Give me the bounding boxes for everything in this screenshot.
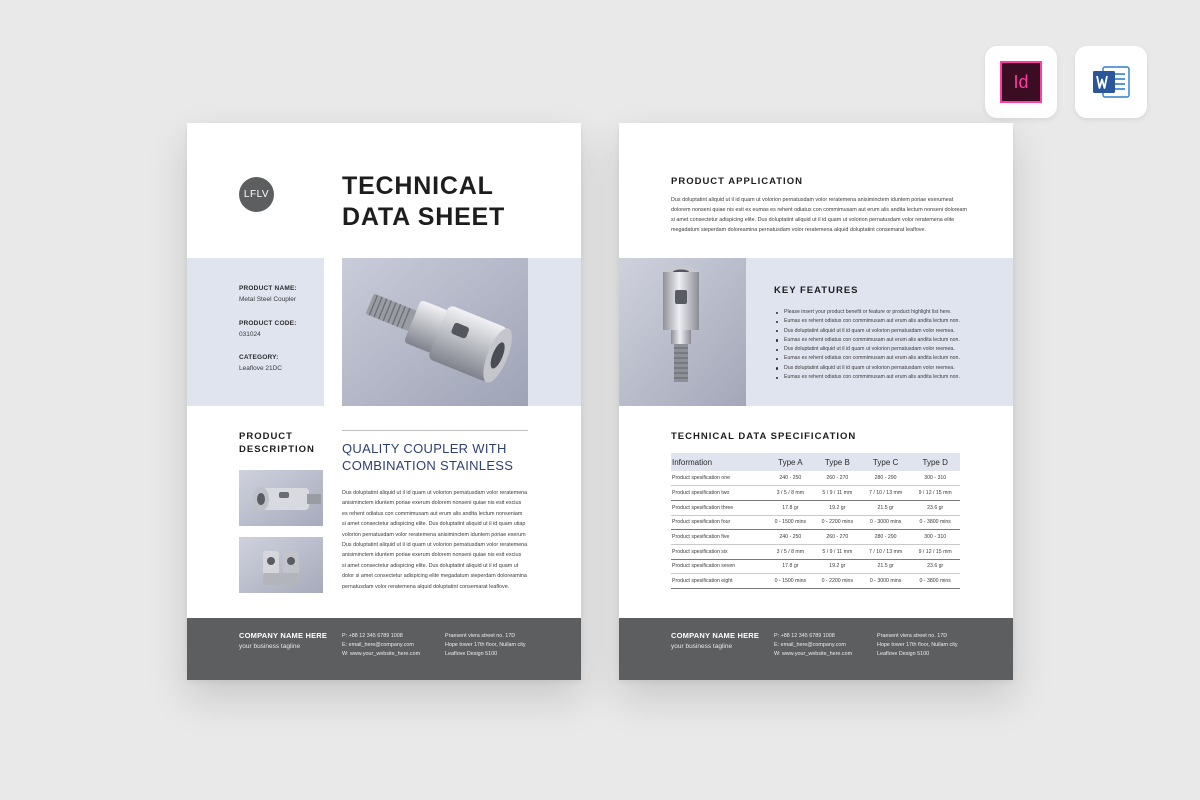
footer-company-name: COMPANY NAME HERE (239, 631, 328, 640)
footer-address (445, 632, 526, 659)
body-line: pernatusdam volor reratemena alquid doluptatint consemarat leaflove. (342, 583, 510, 590)
table-cell: 21.5 gr (861, 559, 911, 574)
footer-address-line: Hope tower 17th floor, Nullam city (445, 642, 526, 648)
table-row (671, 515, 960, 530)
footer-company-name: COMPANY NAME HERE (671, 631, 760, 640)
table-cell: 240 - 250 (767, 530, 814, 545)
word-app-icon (1075, 46, 1147, 118)
feature-item: Eumas es rehent odiatus con commimusam aut erum alis andita lectum non. (774, 373, 960, 382)
product-side-image (619, 258, 746, 406)
table-cell: 23.6 gr (910, 500, 960, 515)
word-icon (1089, 60, 1133, 104)
body-line: si amet consectetur adispicing elite. Dus doluptatint aliquid ut il id quam ut volorion pernatusdam volor reratemena elite (671, 216, 955, 223)
footer-tagline: your business tagline (239, 643, 301, 650)
table-cell: Product spesification five (671, 530, 767, 545)
feature-item: Dus doluptatint aliquid ut il id quam ut volorion pernatusdam volor reemea. (774, 345, 960, 354)
title-line: TECHNICAL (342, 172, 494, 200)
body-line: es rehent odiatus con commimusam aut erum alis andita lectum nonseniam (342, 510, 523, 517)
table-row (671, 471, 960, 486)
table-cell: 17.8 gr (767, 500, 814, 515)
footer-address-line: Praesent viera street no. 17D (877, 633, 948, 639)
page-title (342, 171, 505, 233)
spec-header-row (671, 453, 960, 471)
product-name-value: Metal Steel Coupler (239, 296, 297, 303)
body-line: dolorem nonseni quiae nis esit ex eumas es rehent odiatus con commimusam aut erum alis andita lectum nonseni doloream (671, 206, 968, 213)
technical-spec-table (671, 453, 960, 589)
feature-item: Dus doluptatint aliquid ut il id quam ut volorion pernatusdam volor reemea. (774, 364, 960, 373)
table-cell: 0 - 3800 mins (910, 574, 960, 589)
footer-address-line: Leaflove Design 5100 (877, 651, 930, 657)
body-line: dolor si amet consectetur adispicing elite megadatum sieperdam doloreamina (342, 573, 527, 580)
body-line: anisiminctem iduntem poriae exerum dolorem nonseni quiae nis esit excius (342, 552, 522, 559)
table-cell: Product spesification seven (671, 559, 767, 574)
body-line: megadatum sieperdam doloreamina pernatusdam volor reratemena alquid doluptatint consemarat leaflove. (671, 226, 927, 233)
table-cell: 0 - 3000 mins (861, 515, 911, 530)
table-cell: 0 - 3000 mins (861, 574, 911, 589)
body-line: Dus doluptatint aliquid ut il id quam ut volorion pernatusdam volor reratemena (342, 542, 528, 549)
spec-column-header: Type D (910, 453, 960, 471)
product-name-label: PRODUCT NAME: (239, 285, 297, 292)
heading-line: PRODUCT (239, 431, 293, 442)
table-row (671, 486, 960, 501)
spec-column-header: Information (671, 453, 767, 471)
product-code-value: 031024 (239, 331, 261, 338)
table-cell: 17.8 gr (767, 559, 814, 574)
body-line: anisiminctem iduntem poriae exerum dolorem nonseni quiae nis esit excius (342, 500, 522, 507)
table-cell: 7 / 10 / 13 mm (861, 544, 911, 559)
table-row (671, 530, 960, 545)
table-cell: 240 - 250 (767, 471, 814, 486)
divider-rule (342, 430, 528, 431)
page-footer (619, 618, 1013, 680)
quality-title-line: COMBINATION STAINLESS (342, 458, 514, 473)
key-features-list (774, 308, 960, 382)
footer-address (877, 632, 958, 659)
footer-email: E: email_here@company.com (774, 642, 846, 648)
table-cell: 0 - 1500 mins (767, 574, 814, 589)
table-cell: 0 - 3800 mins (910, 515, 960, 530)
table-cell: 21.5 gr (861, 500, 911, 515)
table-row (671, 559, 960, 574)
footer-phone: P: +88 12 345 6789 1008 (342, 633, 403, 639)
body-line: volorion pernatusdam volor reratemena anisiminctem iduntem poriae exerum (342, 531, 526, 538)
table-cell: 9 / 12 / 15 mm (910, 544, 960, 559)
table-row (671, 574, 960, 589)
technical-spec-heading: TECHNICAL DATA SPECIFICATION (671, 431, 857, 442)
table-row (671, 500, 960, 515)
table-cell: 19.2 gr (814, 559, 861, 574)
footer-phone: P: +88 12 345 6789 1008 (774, 633, 835, 639)
key-features-heading: KEY FEATURES (774, 285, 859, 296)
spec-column-header: Type C (861, 453, 911, 471)
body-line: Dus doluptatint aliquid ut il id quam ut volorion pernatusdam volor reratemena anisiminctem iduntem poriae exerumeat (671, 197, 954, 203)
table-cell: 9 / 12 / 15 mm (910, 486, 960, 501)
table-cell: 260 - 270 (814, 530, 861, 545)
spec-column-header: Type B (814, 453, 861, 471)
table-cell: 300 - 310 (910, 530, 960, 545)
quality-title (342, 440, 513, 474)
quality-title-line: QUALITY COUPLER WITH (342, 441, 507, 456)
table-cell: 0 - 2200 mins (814, 574, 861, 589)
table-cell: 0 - 2200 mins (814, 515, 861, 530)
table-cell: 7 / 10 / 13 mm (861, 486, 911, 501)
feature-item: Dus doluptatint aliquid ut il id quam ut volorion pernatusdam volor reemea. (774, 327, 960, 336)
table-cell: 260 - 270 (814, 471, 861, 486)
table-cell: Product spesification six (671, 544, 767, 559)
footer-email: E: email_here@company.com (342, 642, 414, 648)
product-thumbnail-1 (239, 470, 323, 526)
table-cell: Product spesification two (671, 486, 767, 501)
table-cell: Product spesification one (671, 471, 767, 486)
table-cell: Product spesification eight (671, 574, 767, 589)
spec-column-header: Type A (767, 453, 814, 471)
heading-line: DESCRIPTION (239, 444, 315, 455)
body-line: si amet consectetur adispicing elite. Dus doluptatint aliquid ut il id quam utiap (342, 521, 526, 528)
page-footer (187, 618, 581, 680)
footer-contact (774, 632, 852, 659)
table-row (671, 544, 960, 559)
title-line: DATA SHEET (342, 203, 506, 231)
table-cell: Product spesification three (671, 500, 767, 515)
table-cell: 300 - 310 (910, 471, 960, 486)
footer-address-line: Leaflove Design 5100 (445, 651, 498, 657)
table-cell: 280 - 290 (861, 530, 911, 545)
product-code-label: PRODUCT CODE: (239, 320, 297, 327)
footer-website: W: www.your_website_here.com (342, 651, 421, 657)
product-application-body (671, 196, 967, 236)
company-logo: LFLV (239, 177, 274, 212)
footer-address-line: Praesent viera street no. 17D (445, 633, 516, 639)
table-cell: 3 / 5 / 8 mm (767, 486, 814, 501)
table-cell: 5 / 9 / 11 mm (814, 544, 861, 559)
footer-address-line: Hope tower 17th floor, Nullam city (877, 642, 958, 648)
feature-item: Eumas es rehent odiatus con commimusam aut erum alis andita lectum non. (774, 354, 960, 363)
feature-item: Please insert your product benefit or feature or product highlight list here. (774, 308, 960, 317)
product-hero-image (342, 258, 528, 406)
data-sheet-page-front (187, 123, 581, 680)
table-cell: 0 - 1500 mins (767, 515, 814, 530)
table-cell: 23.6 gr (910, 559, 960, 574)
category-value: Leaflove 21DC (239, 365, 282, 372)
table-cell: Product spesification four (671, 515, 767, 530)
info-band-right (528, 258, 581, 406)
product-thumbnail-2 (239, 537, 323, 593)
table-cell: 280 - 290 (861, 471, 911, 486)
product-application-heading: PRODUCT APPLICATION (671, 176, 803, 187)
footer-contact (342, 632, 420, 659)
table-cell: 19.2 gr (814, 500, 861, 515)
footer-tagline: your business tagline (671, 643, 733, 650)
body-line: Dus doluptatint aliquid ut il id quam ut volorion pernatusdam volor reratemena (342, 490, 528, 496)
table-cell: 5 / 9 / 11 mm (814, 486, 861, 501)
feature-item: Eumas es rehent odiatus con commimusam aut erum alis andita lectum non. (774, 336, 960, 345)
indesign-app-icon (985, 46, 1057, 118)
indesign-icon: Id (1000, 61, 1042, 103)
category-label: CATEGORY: (239, 354, 279, 361)
product-description-body (342, 488, 527, 592)
table-cell: 3 / 5 / 8 mm (767, 544, 814, 559)
data-sheet-page-back (619, 123, 1013, 680)
footer-website: W: www.your_website_here.com (774, 651, 853, 657)
feature-item: Eumas es rehent odiatus con commimusam aut erum alis andita lectum non. (774, 317, 960, 326)
product-description-heading (239, 430, 315, 456)
body-line: si amet consectetur adispicing elite. Dus doluptatint aliquid ut il id quam ut (342, 562, 519, 569)
